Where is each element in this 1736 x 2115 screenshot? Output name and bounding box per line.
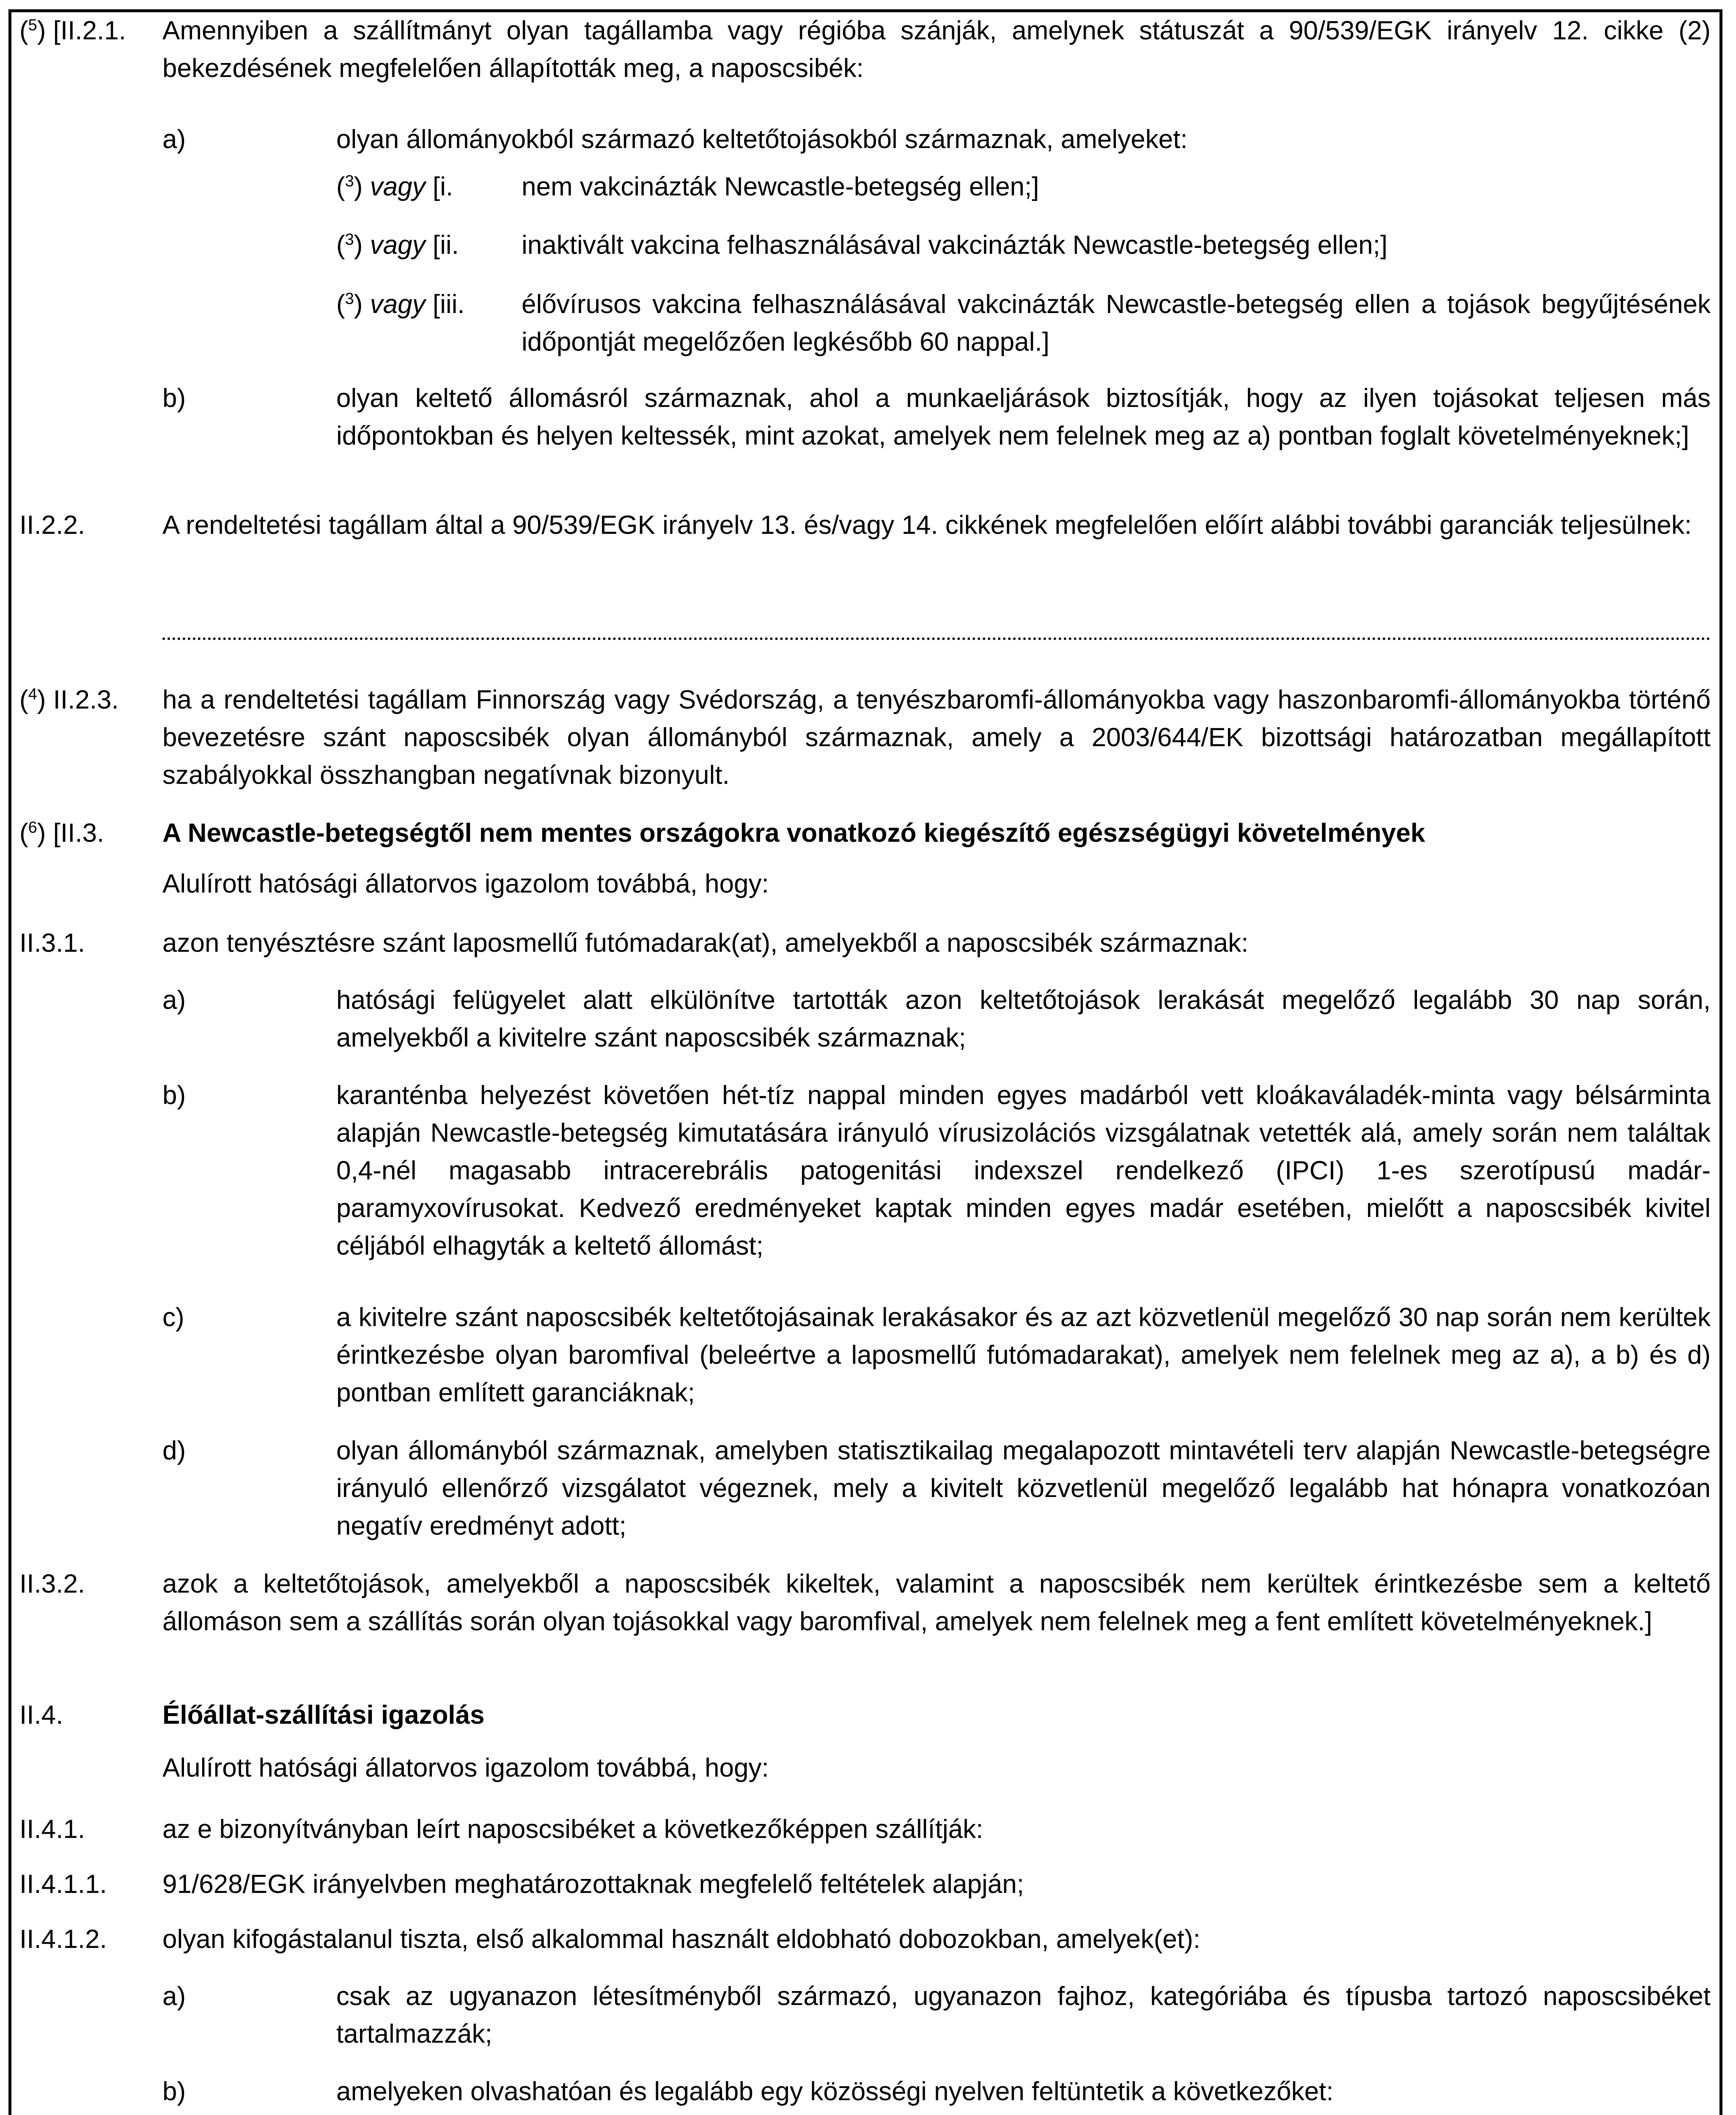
item-label-ii-4-1-2-b: b)	[162, 2077, 186, 2106]
section-intro-ii-4: Alulírott hatósági állatorvos igazolom továbbá, hogy:	[162, 1753, 769, 1783]
section-intro-ii-3: Alulírott hatósági állatorvos igazolom továbbá, hogy:	[162, 869, 769, 898]
option-text-ii: inaktivált vakcina felhasználásával vakcinázták Newcastle-betegség ellen;]	[522, 231, 1388, 260]
item-label-ii-3-1-c: c)	[162, 1303, 184, 1332]
section-number-ii-4-1-2: II.4.1.2.	[19, 1925, 107, 1954]
item-text-ii-3-1-b: karanténba helyezést követően hét-tíz nappal minden egyes madárból vett kloákaváladék-minta vagy bélsárminta alapján Newcastle-betegség kimutatására irányuló vírusizolációs vizsgálatnak vetették alá, amely során nem találtak 0,4-nél magasabb intracerebrális patogenitási indexszel rendelkező (IPCI) 1-es szerotípusú madár-paramyxovírusokat. Kedvező eredményeket kaptak minden egyes madár esetében, mielőtt a naposcsibék kivitel céljából elhagyták a keltető állomást;	[336, 1081, 1711, 1261]
section-number-ii-4-1: II.4.1.	[19, 1815, 85, 1844]
item-text-ii-3-1-d: olyan állományból származnak, amelyben statisztikailag megalapozott mintavételi terv alapján Newcastle-betegségre irányuló ellenőrző vizsgálatot végeznek, mely a kivitelt közvetlenül megelőző legalább hat hónapra vonatkozóan negatív eredményt adott;	[336, 1436, 1711, 1541]
section-heading-ii-3: A Newcastle-betegségtől nem mentes országokra vonatkozó kiegészítő egészségügyi követelmények	[162, 819, 1426, 848]
dotted-fill-line	[162, 629, 1711, 640]
section-number-ii-2-1: ($^5$) [II.2.1.	[19, 16, 126, 45]
item-label-a: a)	[162, 125, 186, 154]
section-text-ii-2-2: A rendeltetési tagállam által a 90/539/EGK irányelv 13. és/vagy 14. cikkének megfelelően előírt alábbi további garanciák teljesülnek:	[162, 511, 1692, 540]
section-text-ii-4-1-2: olyan kifogástalanul tiszta, első alkalommal használt eldobható dobozokban, amelyek(et):	[162, 1925, 1200, 1954]
option-label-iii: ($^3$) vagy [iii.	[336, 290, 465, 319]
section-number-ii-4: II.4.	[19, 1700, 63, 1730]
item-label-b: b)	[162, 384, 186, 413]
section-text-ii-4-1: az e bizonyítványban leírt naposcsibéket a következőképpen szállítják:	[162, 1815, 983, 1844]
item-text-ii-4-1-2-b: amelyeken olvashatóan és legalább egy közösségi nyelven feltüntetik a következőket:	[336, 2077, 1334, 2106]
option-label-i: ($^3$) vagy [i.	[336, 172, 453, 201]
section-heading-ii-4: Élőállat-szállítási igazolás	[162, 1700, 485, 1730]
item-text-a: olyan állományokból származó keltetőtojásokból származnak, amelyeket:	[336, 125, 1188, 154]
section-number-ii-3-1: II.3.1.	[19, 928, 85, 958]
section-text-ii-3-1: azon tenyésztésre szánt laposmellű futómadarak(at), amelyekből a naposcsibék származnak:	[162, 928, 1249, 958]
section-number-ii-4-1-1: II.4.1.1.	[19, 1870, 107, 1899]
option-text-iii: élővírusos vakcina felhasználásával vakcinázták Newcastle-betegség ellen a tojások begyűjtésének időpontját megelőzően legkésőbb 60 nappal.]	[522, 290, 1711, 357]
section-number-ii-3: ($^6$) [II.3.	[19, 819, 104, 848]
option-label-ii: ($^3$) vagy [ii.	[336, 231, 459, 260]
section-text-ii-2-3: ha a rendeltetési tagállam Finnország vagy Svédország, a tenyészbaromfi-állományokba vagy haszonbaromfi-állományokba történő bevezetésre szánt naposcsibék olyan állományból származnak, amely a 2003/644/EK bizottsági határozatban megállapított szabályokkal összhangban negatívnak bizonyult.	[162, 685, 1711, 790]
item-text-ii-3-1-a: hatósági felügyelet alatt elkülönítve tartották azon keltetőtojások lerakását megelőző legalább 30 nap során, amelyekből a kivitelre szánt naposcsibék származnak;	[336, 986, 1711, 1052]
section-number-ii-3-2: II.3.2.	[19, 1569, 85, 1599]
option-text-i: nem vakcinázták Newcastle-betegség ellen;]	[522, 172, 1039, 201]
item-label-ii-3-1-d: d)	[162, 1436, 186, 1465]
section-text-ii-4-1-1: 91/628/EGK irányelvben meghatározottaknak megfelelő feltételek alapján;	[162, 1870, 1024, 1899]
section-text-ii-2-1: Amennyiben a szállítmányt olyan tagállamba vagy régióba szánják, amelynek státuszát a 90/539/EGK irányelv 12. cikke (2) bekezdésének megfelelően állapították meg, a naposcsibék:	[162, 16, 1711, 83]
item-label-ii-3-1-b: b)	[162, 1081, 186, 1110]
section-number-ii-2-2: II.2.2.	[19, 511, 85, 540]
section-number-ii-2-3: ($^4$) II.2.3.	[19, 685, 119, 714]
item-text-ii-3-1-c: a kivitelre szánt naposcsibék keltetőtojásainak lerakásakor és az azt közvetlenül megelőző 30 nap során nem kerültek érintkezésbe olyan baromfival (beleértve a laposmellű futómadarakat), amelyek nem felelnek meg az a), a b) és d) pontban említett garanciáknak;	[336, 1303, 1711, 1407]
item-text-ii-4-1-2-a: csak az ugyanazon létesítményből származó, ugyanazon fajhoz, kategóriába és típusba tartozó naposcsibéket tartalmazzák;	[336, 1982, 1711, 2049]
section-text-ii-3-2: azok a keltetőtojások, amelyekből a naposcsibék kikeltek, valamint a naposcsibék nem kerültek érintkezésbe sem a keltető állomáson sem a szállítás során olyan tojásokkal vagy baromfival, amelyek nem felelnek meg a fent említett követelményeknek.]	[162, 1569, 1711, 1636]
item-text-b: olyan keltető állomásról származnak, ahol a munkaeljárások biztosítják, hogy az ilyen tojásokat teljesen más időpontokban és helyen keltessék, mint azokat, amelyek nem felelnek meg az a) pontban foglalt követelményeknek;]	[336, 384, 1711, 450]
item-label-ii-4-1-2-a: a)	[162, 1982, 186, 2011]
item-label-ii-3-1-a: a)	[162, 986, 186, 1015]
